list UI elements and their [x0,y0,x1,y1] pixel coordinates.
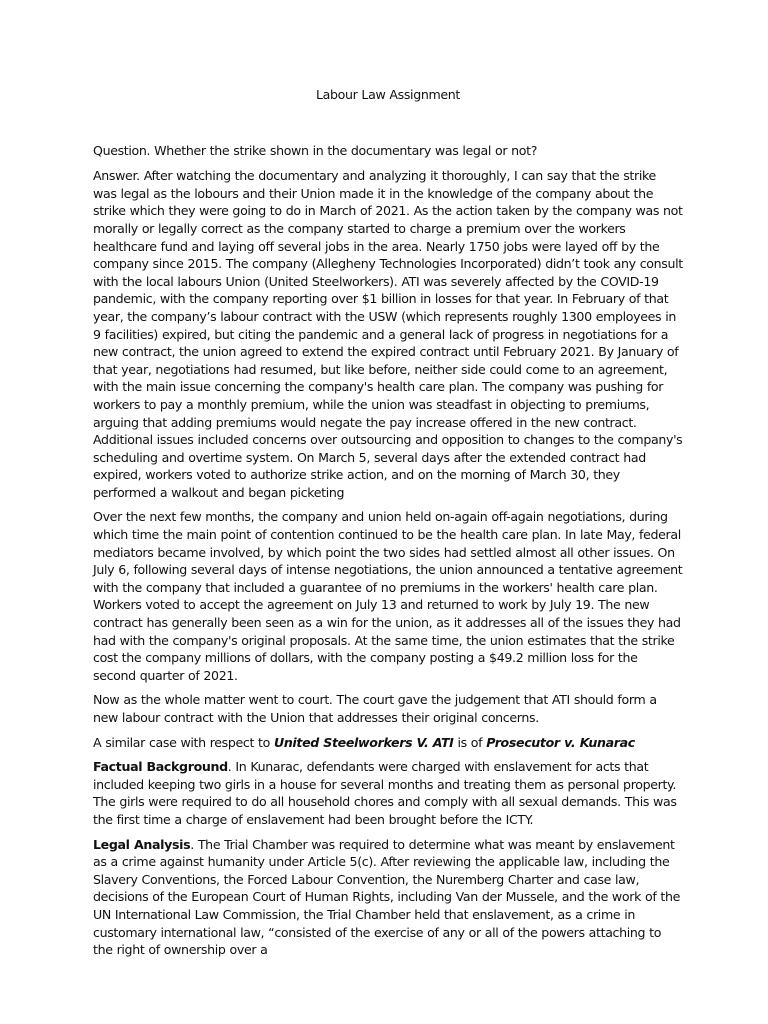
answer-paragraph: Answer. After watching the documentary and analyzing it thoroughly, I can say that the strike was legal as the lobours and their Union made it in the knowledge of the company about the strike which they were going to do in March of 2021. As the action taken by the company was not morally or legally correct as the company started to charge a premium over the workers healthcare fund and laying off several jobs in the area. Nearly 1750 jobs were layed off by the company since 2015. The company (Allegheny Technologies Incorporated) didn’t took any consult with the local labours Union (United Steelworkers). ATI was severely affected by the COVID-19 pandemic, with the company reporting over $1 billion in losses for that year. In February of that year, the company’s labour contract with the USW (which represents roughly 1300 employees in 9 facilities) expired, but citing the pandemic and a general lack of progress in negotiations for a new contract, the union agreed to extend the expired contract until February 2021. By January of that year, negotiations had resumed, but like before, neither side could come to an agreement, with the main issue concerning the company's health care plan. The company was pushing for workers to pay a monthly premium, while the union was steadfast in objecting to premiums, arguing that adding premiums would negate the pay increase offered in the new contract. Additional issues included concerns over outsourcing and opposition to changes to the company's scheduling and overtime system. On March 5, several days after the extended contract had expired, workers voted to authorize strike action, and on the morning of March 30, they performed a walkout and began picketing [93,168,683,500]
factual-background-heading: Factual Background [93,759,228,775]
case-name-kunarac: Prosecutor v. Kunarac [486,734,635,750]
factual-background-paragraph [93,758,683,828]
factual-background-text: . In Kunarac, defendants were charged with enslavement for acts that included keeping two girls in a house for several months and treating them as personal property. The girls were required to do all household chores and comply with all sexual demands. This was the first time a charge of enslavement had been brought before the ICTY. [93,759,677,827]
document-title: Labour Law Assignment [315,87,461,102]
case-name-usw-ati: United Steelworkers V. ATI [273,734,454,750]
negotiations-paragraph: Over the next few months, the company and union held on-again off-again negotiations, during which time the main point of contention continued to be the health care plan. In late May, federal mediators became involved, by which point the two sides had settled almost all other issues. On July 6, following several days of intense negotiations, the union announced a tentative agreement with the company that included a guarantee of no premiums in the workers' health care plan. Workers voted to accept the agreement on July 13 and returned to work by July 19. The new contract has generally been seen as a win for the union, as it addresses all of the issues they had had with the company's original proposals. At the same time, the union estimates that the strike cost the company millions of dollars, with the company posting a $49.2 million loss for the second quarter of 2021. [93,509,683,683]
similar-case-paragraph [93,734,683,752]
legal-analysis-heading: Legal Analysis [93,836,191,852]
legal-analysis-paragraph [93,836,683,959]
question-paragraph: Question. Whether the strike shown in the documentary was legal or not? [93,142,538,158]
document-body [93,86,683,966]
similar-case-middle: is of [453,734,487,750]
similar-case-prefix: A similar case with respect to [93,734,274,750]
legal-analysis-text: . The Trial Chamber was required to determine what was meant by enslavement as a crime against humanity under Article 5(c). After reviewing the applicable law, including the Slavery Conventions, the Forced Labour Convention, the Nuremberg Charter and case law, decisions of the European Court of Human Rights, including Van der Mussele, and the work of the UN International Law Commission, the Trial Chamber held that enslavement, as a crime in customary international law, “consisted of the exercise of any or all of the powers attaching to the right of ownership over a [93,836,680,958]
court-paragraph: Now as the whole matter went to court. The court gave the judgement that ATI should form a new labour contract with the Union that addresses their original concerns. [93,692,657,725]
